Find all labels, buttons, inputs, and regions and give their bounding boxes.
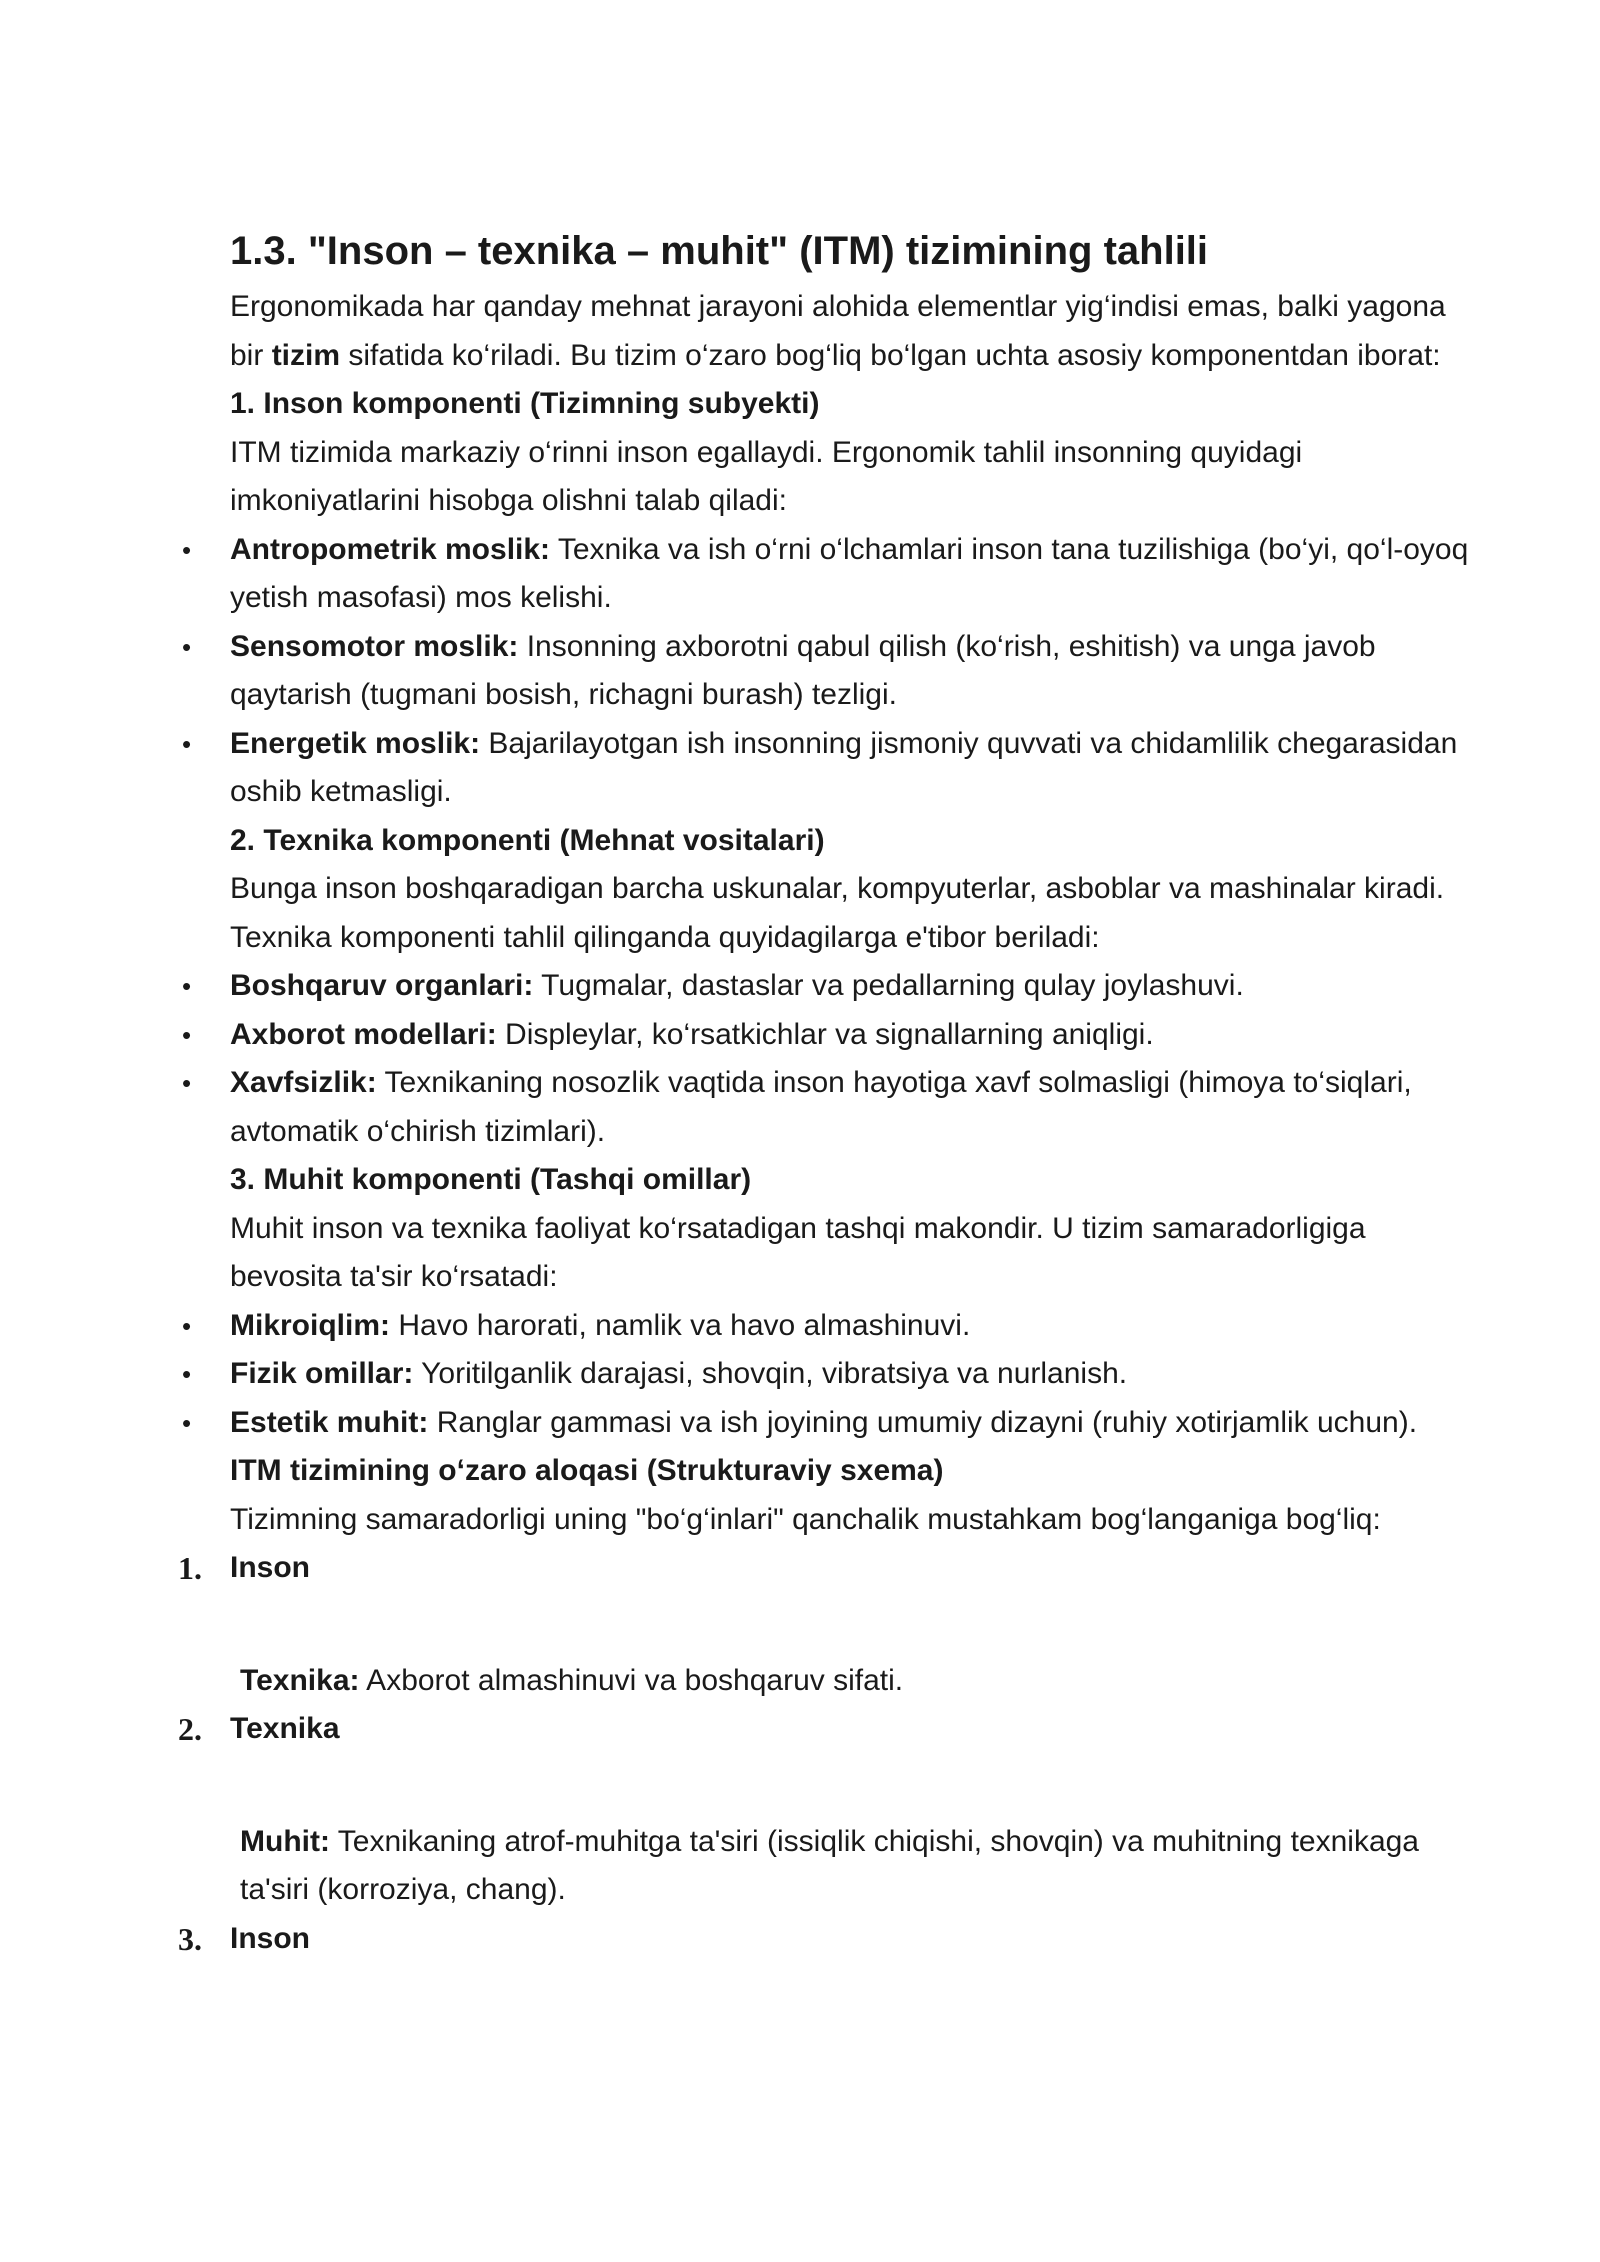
detail-text: Axborot almashinuvi va boshqaruv sifati. bbox=[359, 1663, 904, 1697]
bullet-icon: • bbox=[182, 1068, 192, 1098]
intro-paragraph bbox=[230, 283, 1480, 380]
bullet-text: Tugmalar, dastaslar va pedallarning qulay joylashuvi. bbox=[533, 969, 1244, 1002]
bullet-icon: • bbox=[182, 534, 192, 565]
item-number: 1. bbox=[178, 1550, 202, 1586]
bullet-term: Sensomotor moslik: bbox=[230, 629, 519, 663]
bullet-term: Xavfsizlik: bbox=[230, 1066, 377, 1099]
section1-heading: 1. Inson komponenti (Tizimning subyekti) bbox=[230, 387, 820, 420]
intro-text-2: sifatida ko‘riladi. Bu tizim o‘zaro bog‘liq bo‘lgan uchta asosiy komponentdan iborat: bbox=[340, 338, 1441, 372]
section3-bullet-list bbox=[182, 1302, 1480, 1448]
numbered-item bbox=[178, 1544, 1480, 1593]
section3-heading: 3. Muhit komponenti (Tashqi omillar) bbox=[230, 1163, 752, 1196]
item-number: 3. bbox=[178, 1920, 202, 1957]
bullet-text: Havo harorati, namlik va havo almashinuvi. bbox=[390, 1308, 971, 1342]
section4-heading: ITM tizimining o‘zaro aloqasi (Strukturaviy sxema) bbox=[230, 1454, 944, 1487]
section2-bullet-list bbox=[182, 962, 1480, 1156]
list-item bbox=[182, 720, 1480, 817]
item-label: Inson bbox=[230, 1551, 310, 1584]
bullet-text: Bajarilayotgan ish insonning jismoniy quvvati va chidamlilik chegarasidan oshib ketmasligi. bbox=[230, 726, 1458, 808]
list-item bbox=[182, 1011, 1480, 1060]
bullet-term: Boshqaruv organlari: bbox=[230, 969, 534, 1002]
intro-bold-term: tizim bbox=[271, 338, 341, 372]
list-item bbox=[182, 1059, 1480, 1156]
bullet-term: Fizik omillar: bbox=[230, 1357, 414, 1390]
bullet-icon: • bbox=[182, 1407, 192, 1438]
bullet-term: Antropometrik moslik: bbox=[230, 532, 551, 566]
list-item bbox=[182, 962, 1480, 1011]
link-detail bbox=[230, 1818, 1480, 1915]
document-content bbox=[178, 225, 1480, 1963]
section2-text: Bunga inson boshqaradigan barcha uskunalar, kompyuterlar, asboblar va mashinalar kiradi. Texnika komponenti tahlil qilinganda quyidagilarga e'tibor beriladi: bbox=[230, 872, 1445, 954]
detail-term: Muhit: bbox=[240, 1824, 330, 1858]
bullet-icon: • bbox=[182, 631, 192, 662]
list-item bbox=[182, 1350, 1480, 1399]
list-item bbox=[182, 526, 1480, 623]
section1-text: ITM tizimida markaziy o‘rinni inson egallaydi. Ergonomik tahlil insonning quyidagi imkoniyatlarini hisobga olishni talab qiladi: bbox=[230, 435, 1303, 517]
list-item bbox=[182, 1399, 1480, 1448]
numbered-item bbox=[178, 1705, 1480, 1754]
spacer bbox=[230, 1754, 1480, 1818]
bullet-text: Yoritilganlik darajasi, shovqin, vibratsiya va nurlanish. bbox=[413, 1357, 1128, 1390]
bullet-term: Energetik moslik: bbox=[230, 726, 481, 760]
bullet-icon: • bbox=[182, 1019, 192, 1050]
bullet-text: Texnikaning nosozlik vaqtida inson hayotiga xavf solmasligi (himoya to‘siqlari, avtomatik o‘chirish tizimlari). bbox=[230, 1066, 1412, 1148]
bullet-term: Axborot modellari: bbox=[230, 1017, 497, 1051]
section-title: 1.3. "Inson – texnika – muhit" (ITM) tizimining tahlili bbox=[230, 229, 1209, 273]
link-detail bbox=[230, 1657, 1480, 1706]
detail-text: Texnikaning atrof-muhitga ta'siri (issiqlik chiqishi, shovqin) va muhitning texnikaga ta'siri (korroziya, chang). bbox=[240, 1824, 1419, 1906]
intro-text-1: Ergonomikada har qanday mehnat jarayoni alohida elementlar yig‘indisi emas, balki yagona bir bbox=[230, 290, 1446, 372]
numbered-item bbox=[178, 1915, 1480, 1964]
section4-text: Tizimning samaradorligi uning "bo‘g‘inlari" qanchalik mustahkam bog‘langaniga bog‘liq: bbox=[230, 1502, 1381, 1536]
bullet-text: Insonning axborotni qabul qilish (ko‘rish, eshitish) va unga javob qaytarish (tugmani bosish, richagni burash) tezligi. bbox=[230, 629, 1376, 711]
item-label: Inson bbox=[230, 1921, 310, 1955]
bullet-term: Mikroiqlim: bbox=[230, 1308, 391, 1342]
bullet-icon: • bbox=[182, 1359, 192, 1389]
bullet-icon: • bbox=[182, 971, 192, 1001]
section2-heading: 2. Texnika komponenti (Mehnat vositalari) bbox=[230, 823, 825, 857]
section3-text: Muhit inson va texnika faoliyat ko‘rsatadigan tashqi makondir. U tizim samaradorligiga bevosita ta'sir ko‘rsatadi: bbox=[230, 1211, 1366, 1293]
section1-bullet-list bbox=[182, 526, 1480, 817]
bullet-text: Displeylar, ko‘rsatkichlar va signallarning aniqligi. bbox=[496, 1017, 1154, 1051]
list-item bbox=[182, 623, 1480, 720]
item-number: 2. bbox=[178, 1711, 202, 1747]
spacer bbox=[230, 1593, 1480, 1657]
bullet-term: Estetik muhit: bbox=[230, 1405, 429, 1439]
bullet-icon: • bbox=[182, 1310, 192, 1341]
bullet-icon: • bbox=[182, 728, 192, 759]
bullet-text: Texnika va ish o‘rni o‘lchamlari inson tana tuzilishiga (bo‘yi, qo‘l-oyoq yetish masofasi) mos kelishi. bbox=[230, 532, 1469, 614]
list-item bbox=[182, 1302, 1480, 1351]
detail-term: Texnika: bbox=[240, 1663, 360, 1697]
item-label: Texnika bbox=[230, 1712, 340, 1745]
bullet-text: Ranglar gammasi va ish joyining umumiy dizayni (ruhiy xotirjamlik uchun). bbox=[428, 1405, 1418, 1439]
